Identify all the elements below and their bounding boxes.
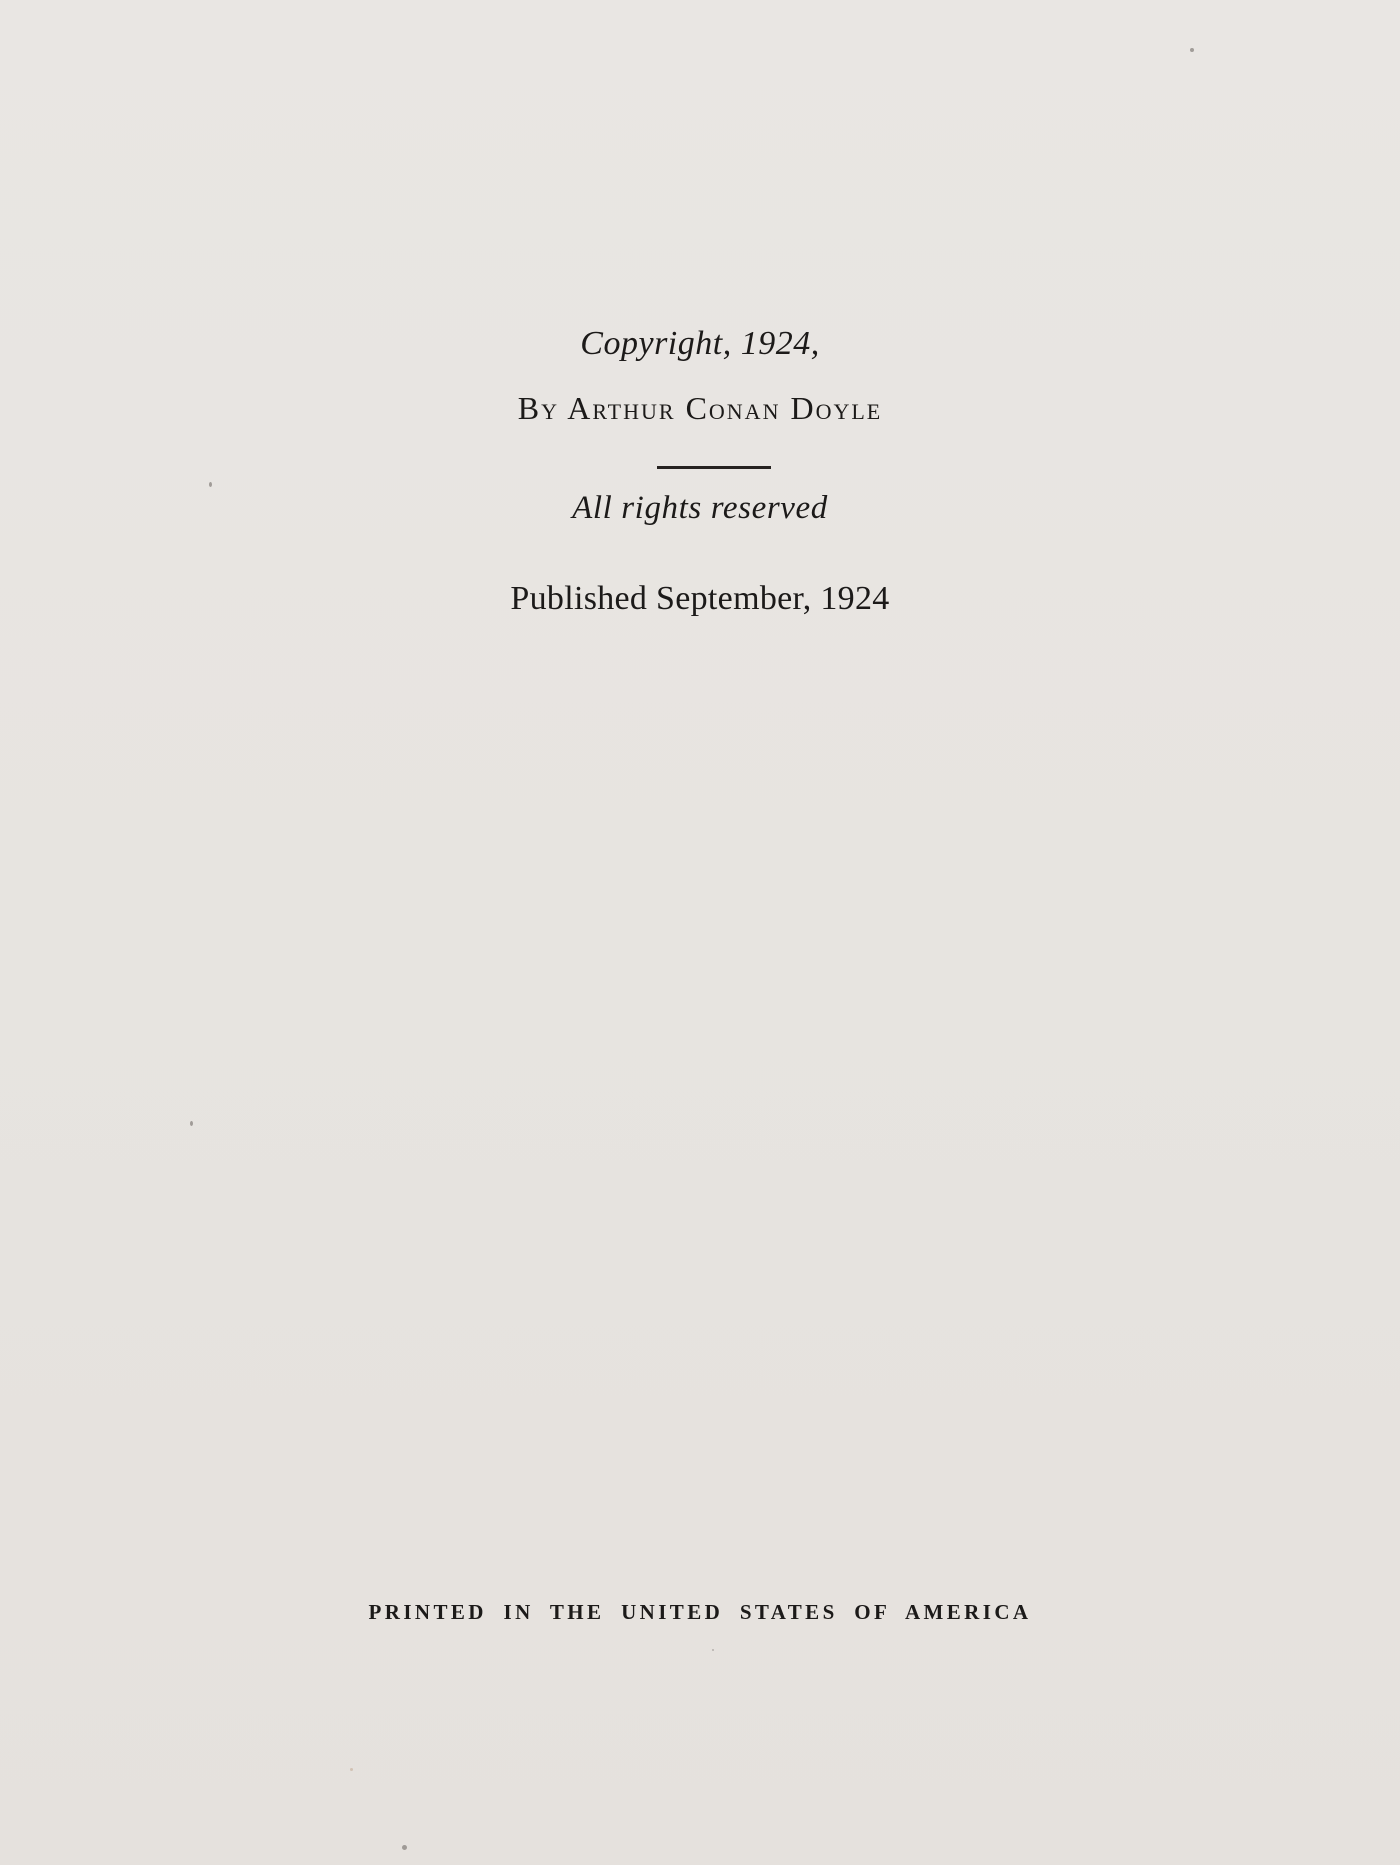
printed-notice: PRINTED IN THE UNITED STATES OF AMERICA — [368, 1600, 1032, 1624]
paper-speck — [190, 1121, 193, 1126]
divider-rule — [657, 466, 771, 469]
paper-speck — [712, 1649, 714, 1651]
copyright-notice: Copyright, 1924, — [580, 325, 820, 362]
publication-date: Published September, 1924 — [510, 580, 890, 617]
author-credit: By Arthur Conan Doyle — [517, 390, 883, 426]
paper-speck — [1190, 48, 1194, 52]
paper-speck — [209, 482, 212, 487]
paper-speck — [402, 1845, 407, 1850]
paper-speck — [350, 1768, 353, 1771]
rights-notice: All rights reserved — [572, 490, 828, 526]
